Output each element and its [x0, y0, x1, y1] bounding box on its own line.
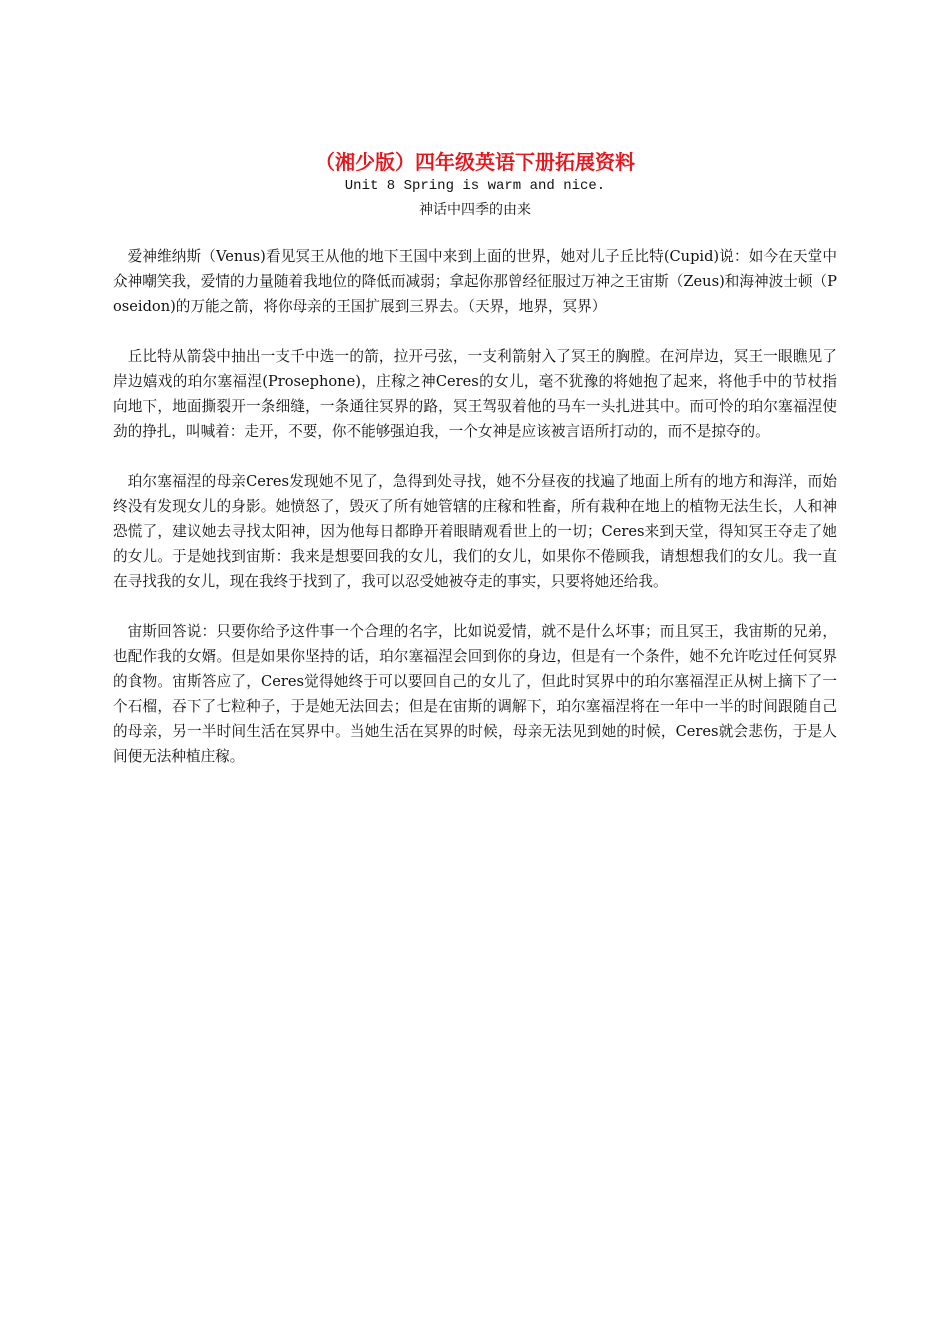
paragraph-ceres: 珀尔塞福涅的母亲Ceres发现她不见了，急得到处寻找，她不分昼夜的找遍了地面上所有的地方和海洋，而始终没有发现女儿的身影。她愤怒了，毁灭了所有她管辖的庄稼和牲畜，所有栽种在地上的植物无法生长，人和神恐慌了，建议她去寻找太阳神，因为他每日都睁开着眼睛观看世上的一切；Ceres来到天堂，得知冥王夺走了她的女儿。于是她找到宙斯：我来是想要回我的女儿，我们的女儿，如果你不倦顾我，请想想我们的女儿。我一直在寻找我的女儿，现在我终于找到了，我可以忍受她被夺走的事实，只要将她还给我。	[113, 473, 837, 590]
document-header	[0, 148, 950, 222]
paragraph-venus: 爱神维纳斯（Venus)看见冥王从他的地下王国中来到上面的世界，她对儿子丘比特(Cupid)说：如今在天堂中众神嘲笑我，爱情的力量随着我地位的降低而减弱；拿起你那曾经征服过万神之王宙斯（Zeus)和海神波士顿（Poseidon)的万能之箭，将你母亲的王国扩展到三界去。（天界，地界，冥界）	[113, 248, 837, 315]
paragraph-cupid: 丘比特从箭袋中抽出一支千中选一的箭，拉开弓弦，一支利箭射入了冥王的胸膛。在河岸边，冥王一眼瞧见了岸边嬉戏的珀尔塞福涅(Prosephone)，庄稼之神Ceres的女儿，毫不犹豫的将她抱了起来，将他手中的节杖指向地下，地面撕裂开一条细缝，一条通往冥界的路，冥王驾驭着他的马车一头扎进其中。而可怜的珀尔塞福涅使劲的挣扎，叫喊着：走开，不要，你不能够强迫我，一个女神是应该被言语所打动的，而不是掠夺的。	[113, 348, 837, 440]
story-heading: 神话中四季的由来	[419, 202, 531, 218]
paragraph-zeus: 宙斯回答说：只要你给予这件事一个合理的名字，比如说爱情，就不是什么坏事；而且冥王，我宙斯的兄弟，也配作我的女婿。但是如果你坚持的话，珀尔塞福涅会回到你的身边，但是有一个条件，她不允许吃过任何冥界的食物。宙斯答应了，Ceres觉得她终于可以要回自己的女儿了，但此时冥界中的珀尔塞福涅正从树上摘下了一个石榴，吞下了七粒种子，于是她无法回去；但是在宙斯的调解下，珀尔塞福涅将在一年中一半的时间跟随自己的母亲，另一半时间生活在冥界中。当她生活在冥界的时候，母亲无法见到她的时候，Ceres就会悲伤，于是人间便无法种植庄稼。	[113, 623, 837, 765]
unit-subtitle: Unit 8 Spring is warm and nice.	[344, 178, 606, 194]
document-body	[113, 244, 837, 794]
document-title: （湘少版）四年级英语下册拓展资料	[315, 150, 635, 174]
